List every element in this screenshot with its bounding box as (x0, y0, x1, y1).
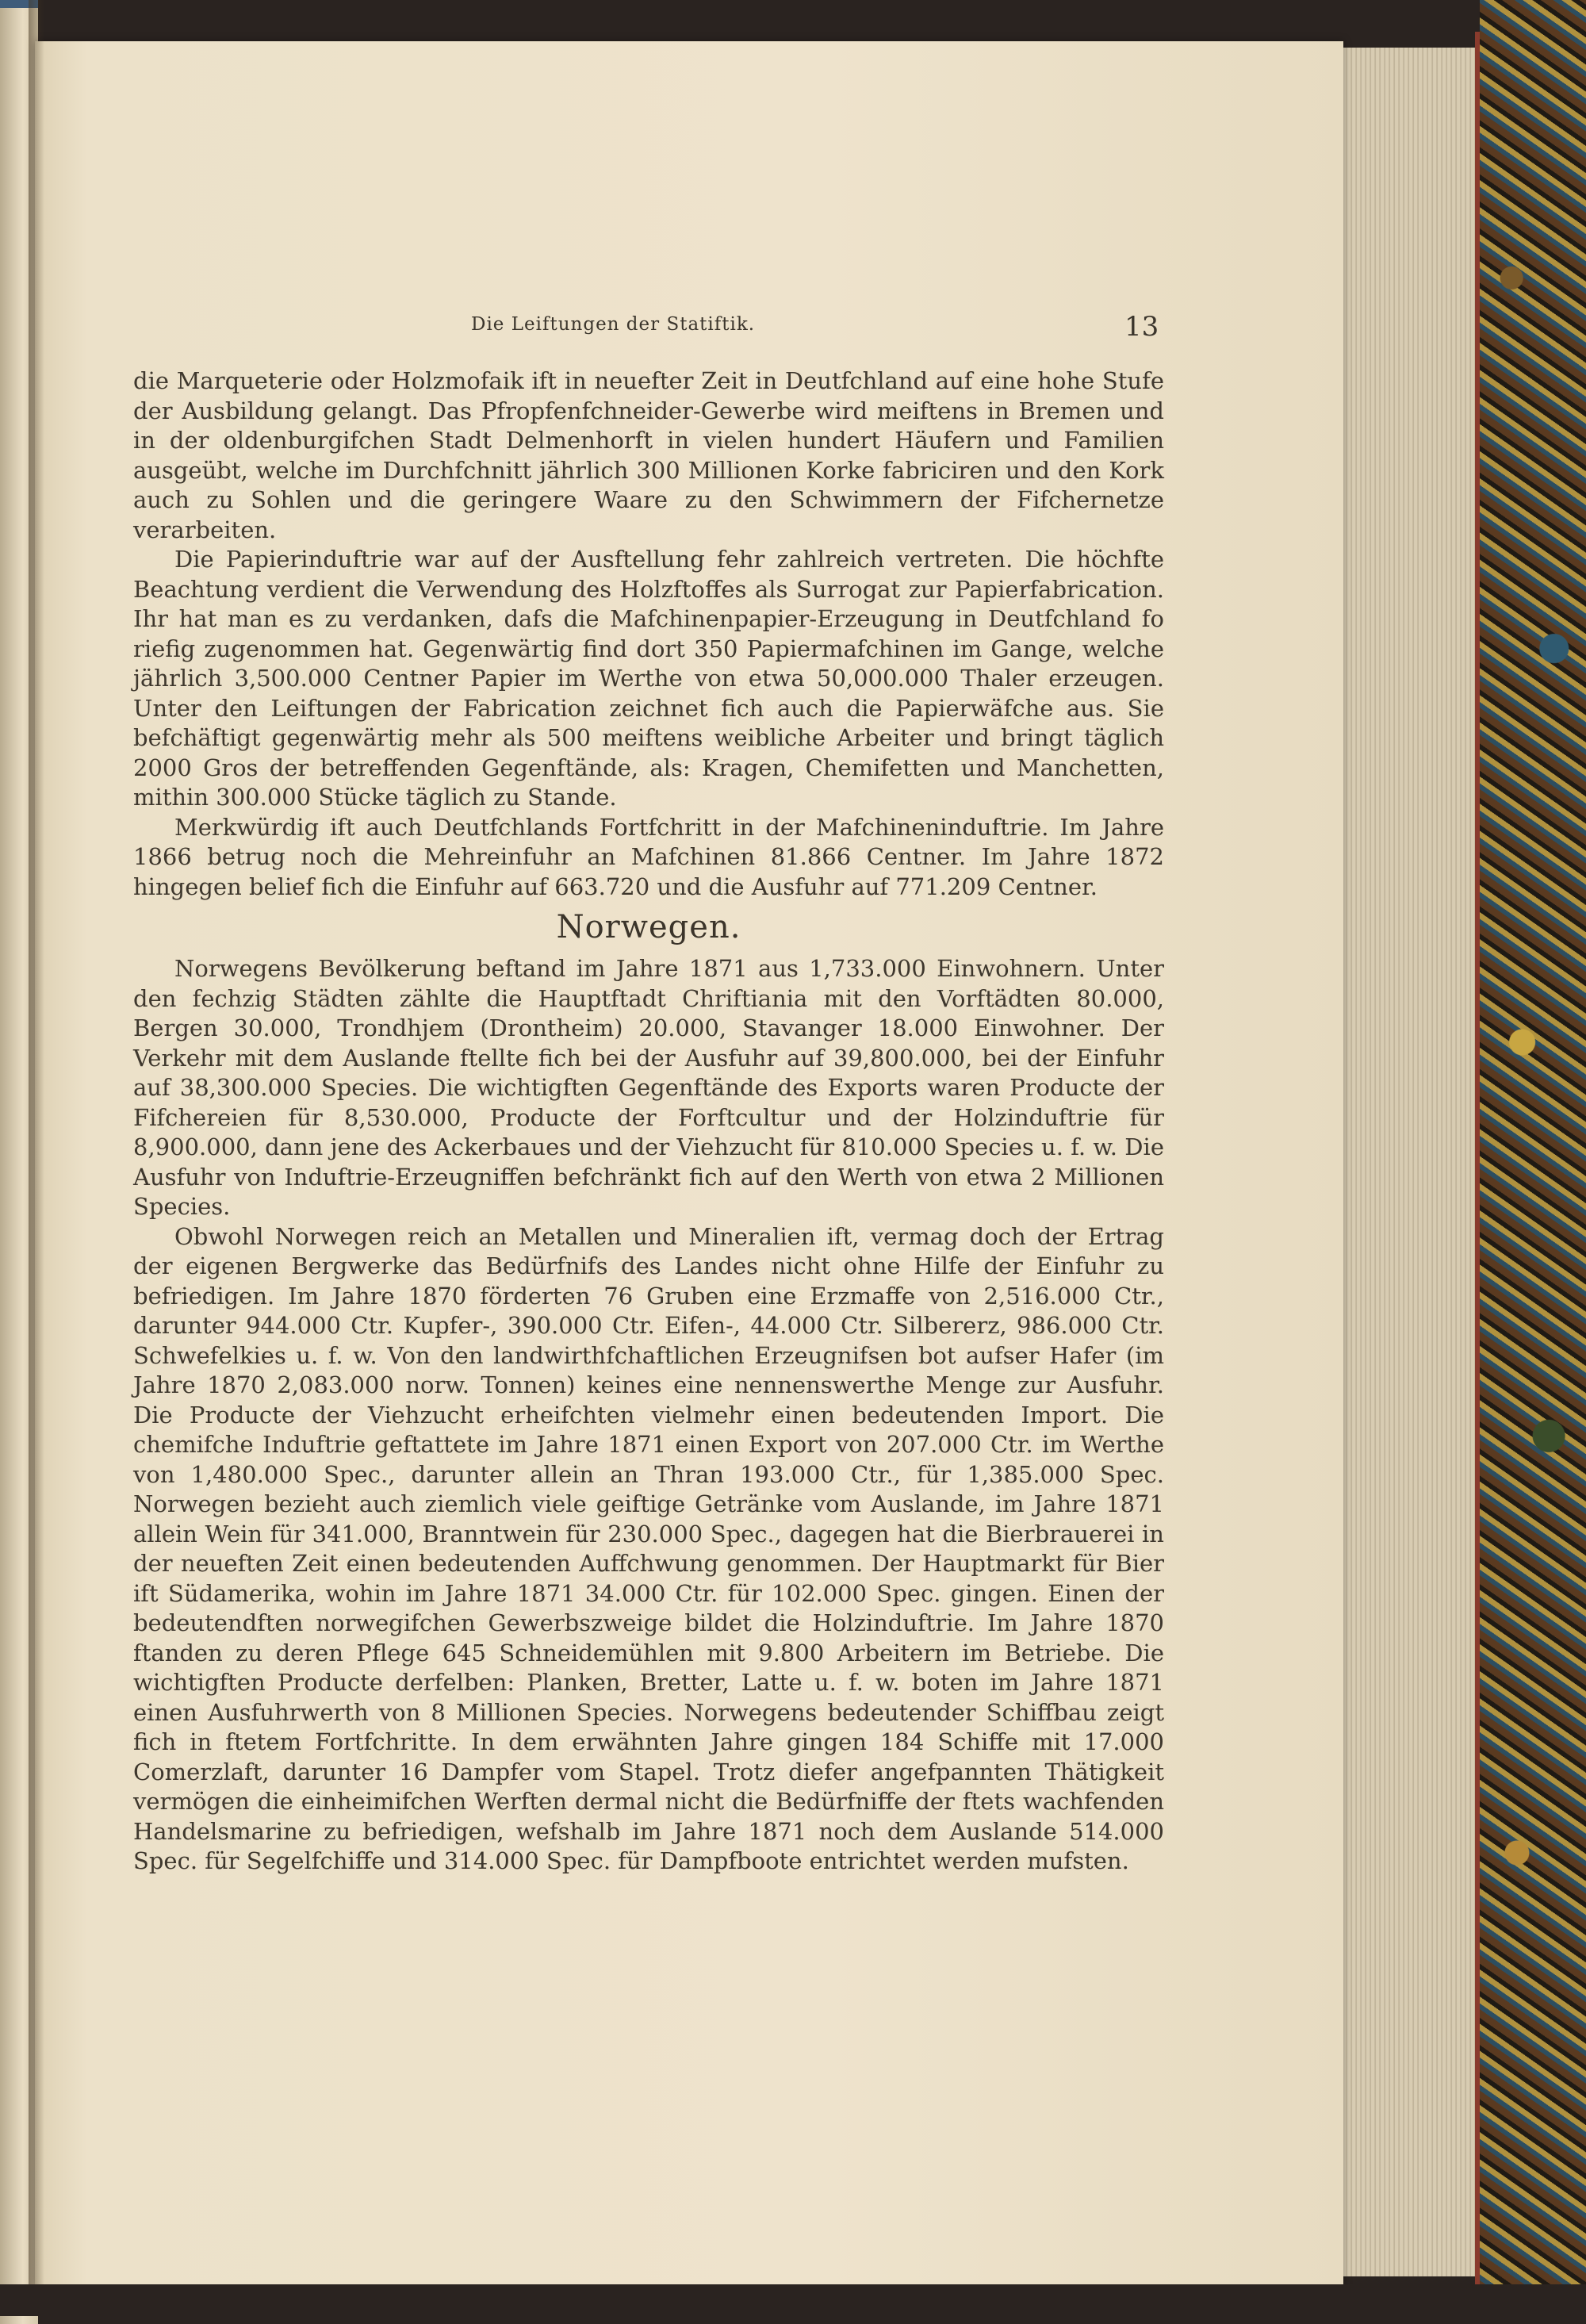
section-title: Norwegen. (556, 909, 741, 945)
paragraph: Merkwürdig ift auch Deutfchlands Fortfchritt in der Mafchineninduftrie. Im Jahre 1866 betrug noch die Mehreinfuhr an Mafchinen 81.866 Centner. Im Jahre 1872 hingegen belief fich die Einfuhr auf 663.720 und die Ausfuhr auf 771.209 Centner. (133, 813, 1164, 900)
paragraph: Obwohl Norwegen reich an Metallen und Mineralien ift, vermag doch der Ertrag der eigenen Bergwerke das Bedürfnifs des Landes nicht ohne Hilfe der Einfuhr zu befriedigen. Im Jahre 1870 förderten 76 Gruben eine Erzmaffe von 2,516.000 Ctr., darunter 944.000 Ctr. Kupfer-, 390.000 Ctr. Eifen-, 44.000 Ctr. Silbererz, 986.000 Ctr. Schwefelkies u. f. w. Von den landwirthfchaftlichen Erzeugnifsen bot aufser Hafer (im Jahre 1870 2,083.000 norw. Tonnen) keines eine nennenswerthe Menge zur Ausfuhr. Die Producte der Viehzucht erheifchten vielmehr einen bedeutenden Import. Die chemifche Induftrie geftattete im Jahre 1871 einen Export von 207.000 Ctr. im Werthe von 1,480.000 Spec., darunter allein an Thran 193.000 Ctr., für 1,385.000 Spec. Norwegen bezieht auch ziemlich viele geiftige Getränke vom Auslande, im Jahre 1871 allein Wein für 341.000, Branntwein für 230.000 Spec., dagegen hat die Bierbrauerei in der neueften Zeit einen bedeutenden Auffchwung genommen. Der Hauptmarkt für Bier ift Südamerika, wohin im Jahre 1871 34.000 Ctr. für 102.000 Spec. gingen. Einen der bedeutendften norwegifchen Gewerbszweige bildet die Holzinduftrie. Im Jahre 1870 ftanden zu deren Pflege 645 Schneidemühlen mit 9.800 Arbeitern im Betriebe. Die wichtigften Producte derfelben: Planken, Bretter, Latte u. f. w. boten im Jahre 1871 einen Ausfuhrwerth von 8 Millionen Species. Norwegens bedeutender Schiffbau zeigt fich in ftetem Fortfchritte. In dem erwähnten Jahre gingen 184 Schiffe mit 17.000 Comerzlaft, darunter 16 Dampfer vom Stapel. Trotz diefer angefpannten Thätigkeit vermögen die einheimifchen Werften dermal nicht die Bedürfniffe der ftets wachfenden Handelsmarine zu befriedigen, wefshalb im Jahre 1871 noch dem Auslande 514.000 Spec. für Segelfchiffe und 314.000 Spec. für Dampfboote entrichtet werden mufsten. (133, 1222, 1164, 1874)
paragraph: Die Papierinduftrie war auf der Ausftellung fehr zahlreich vertreten. Die höchfte Beachtung verdient die Verwendung des Holzftoffes als Surrogat zur Papierfabrication. Ihr hat man es zu verdanken, dafs die Mafchinenpapier-Erzeugung in Deutfchland fo riefig zugenommen hat. Gegenwärtig find dort 350 Papiermafchinen im Gange, welche jährlich 3,500.000 Centner Papier im Werthe von etwa 50,000.000 Thaler erzeugen. Unter den Leiftungen der Fabrication zeichnet fich auch die Papierwäfche aus. Sie befchäftigt gegenwärtig mehr als 500 meiftens weibliche Arbeiter und bringt täglich 2000 Gros der betreffenden Gegenftände, als: Kragen, Chemifetten und Manchetten, mithin 300.000 Stücke täglich zu Stande. (133, 546, 1164, 811)
page-stack-edge (1337, 48, 1481, 2276)
paragraph: Norwegens Bevölkerung beftand im Jahre 1871 aus 1,733.000 Einwohnern. Unter den fechzig Städten zählte die Hauptftadt Chriftiania mit den Vorftädten 80.000, Bergen 30.000, Trondhjem (Drontheim) 20.000, Stavanger 18.000 Einwohner. Der Verkehr mit dem Auslande ftellte fich bei der Ausfuhr auf 39,800.000, bei der Einfuhr auf 38,300.000 Species. Die wichtigften Gegenftände des Exports waren Producte der Fifchereien für 8,530.000, Producte der Forftcultur und der Holzinduftrie für 8,900.000, dann jene des Ackerbaues und der Viehzucht für 810.000 Species u. f. w. Die Ausfuhr von Induftrie-Erzeugniffen befchränkt fich auf den Werth von etwa 2 Millionen Species. (133, 955, 1164, 1220)
page-header (35, 311, 1343, 343)
book-page (35, 41, 1343, 2286)
page-gutter (29, 0, 44, 2316)
marbled-book-cover (1480, 0, 1586, 2316)
running-title: Die Leiftungen der Statiftik. (471, 314, 756, 335)
page-number: 13 (1124, 311, 1159, 343)
bottom-edge (0, 2284, 1586, 2316)
paragraph: die Marqueterie oder Holzmofaik ift in neuefter Zeit in Deutfchland auf eine hohe Stufe der Ausbildung gelangt. Das Pfropfenfchneider-Gewerbe wird meiftens in Bremen und in der oldenburgifchen Stadt Delmenhorft in vielen hundert Häufern und Familien ausgeübt, welche im Durchfchnitt jährlich 300 Millionen Korke fabriciren und den Kork auch zu Sohlen und die geringere Waare zu den Schwimmern der Fifchernetze verarbeiten. (133, 367, 1164, 543)
page-body (133, 366, 1164, 1877)
